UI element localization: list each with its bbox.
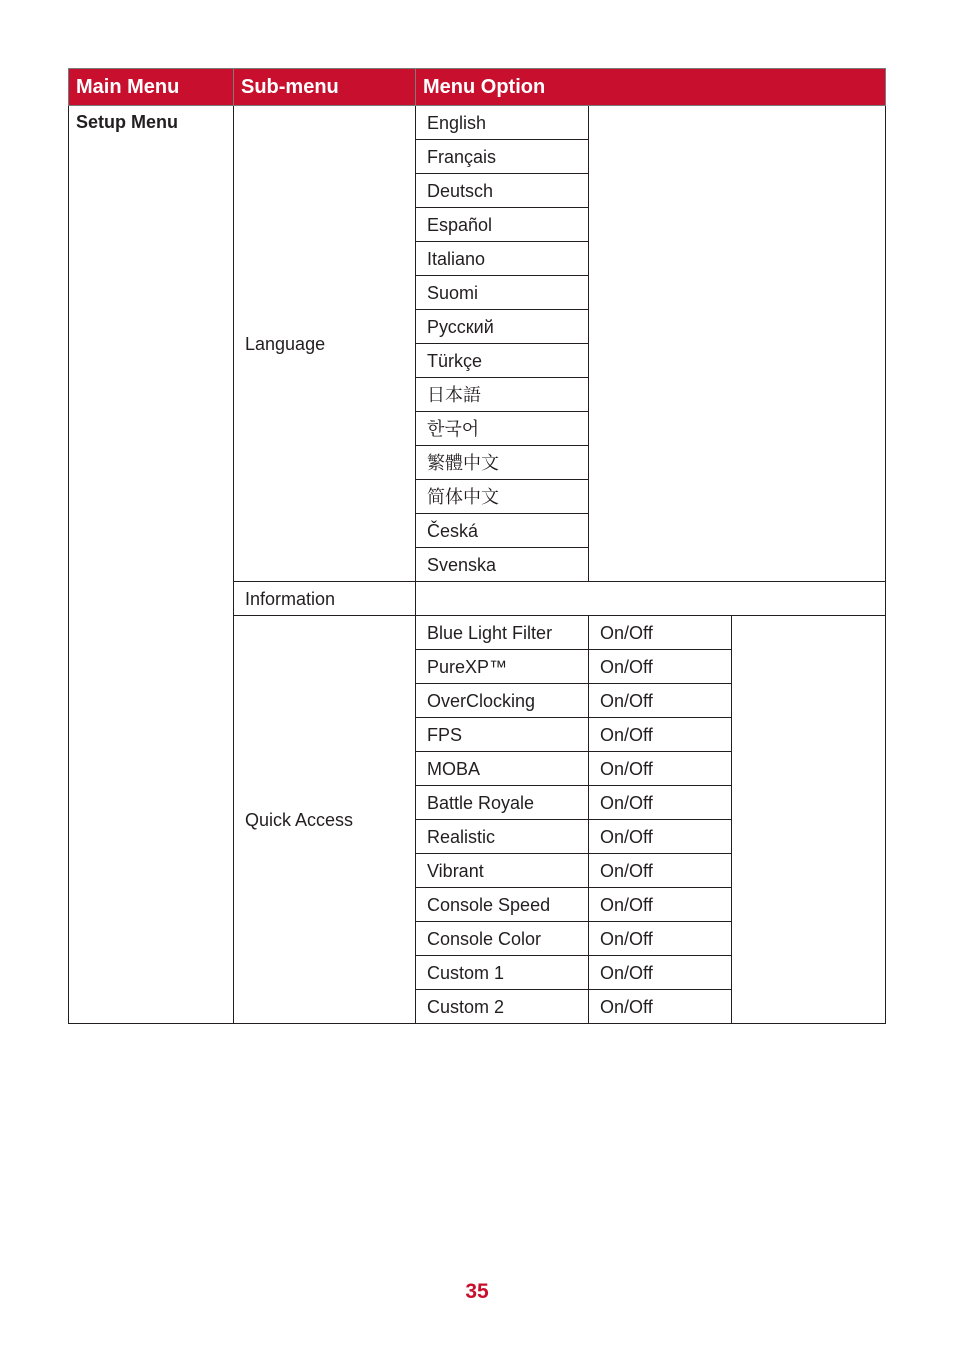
language-option: 简体中文 [416,480,589,514]
header-menu-option: Menu Option [416,69,886,106]
quick-access-item: Console Color [416,922,589,956]
header-row [69,69,886,106]
table-body [69,106,886,1024]
quick-access-value: On/Off [589,684,732,718]
language-option: Deutsch [416,174,589,208]
quick-access-item: FPS [416,718,589,752]
quick-access-value: On/Off [589,820,732,854]
header-main-menu: Main Menu [69,69,234,106]
quick-access-item: MOBA [416,752,589,786]
language-option: Svenska [416,548,589,582]
language-option: Italiano [416,242,589,276]
submenu-language: Language [234,106,416,582]
page-number: 35 [465,1280,489,1303]
submenu-quick-access: Quick Access [234,616,416,1024]
setup-menu-table-wrapper [68,68,885,1024]
language-option: Русский [416,310,589,344]
quick-access-value: On/Off [589,718,732,752]
empty-cell [589,106,886,582]
quick-access-item: PureXP™ [416,650,589,684]
table-row [69,106,886,140]
header-sub-menu: Sub-menu [234,69,416,106]
empty-cell [732,616,886,1024]
quick-access-item: OverClocking [416,684,589,718]
empty-cell [416,582,886,616]
language-option: Français [416,140,589,174]
quick-access-value: On/Off [589,854,732,888]
language-option: 繁體中文 [416,446,589,480]
setup-menu-table [68,68,886,1024]
quick-access-item: Battle Royale [416,786,589,820]
quick-access-value: On/Off [589,752,732,786]
main-menu-setup: Setup Menu [69,106,234,1024]
quick-access-value: On/Off [589,888,732,922]
submenu-information: Information [234,582,416,616]
quick-access-item: Vibrant [416,854,589,888]
language-option: Türkçe [416,344,589,378]
language-option: Česká [416,514,589,548]
language-option: English [416,106,589,140]
quick-access-item: Custom 1 [416,956,589,990]
quick-access-value: On/Off [589,650,732,684]
language-option: Suomi [416,276,589,310]
quick-access-item: Console Speed [416,888,589,922]
language-option: Español [416,208,589,242]
quick-access-value: On/Off [589,990,732,1024]
quick-access-value: On/Off [589,956,732,990]
quick-access-item: Custom 2 [416,990,589,1024]
quick-access-value: On/Off [589,922,732,956]
language-option: 日本語 [416,378,589,412]
quick-access-item: Blue Light Filter [416,616,589,650]
quick-access-value: On/Off [589,616,732,650]
language-option: 한국어 [416,412,589,446]
quick-access-item: Realistic [416,820,589,854]
quick-access-value: On/Off [589,786,732,820]
